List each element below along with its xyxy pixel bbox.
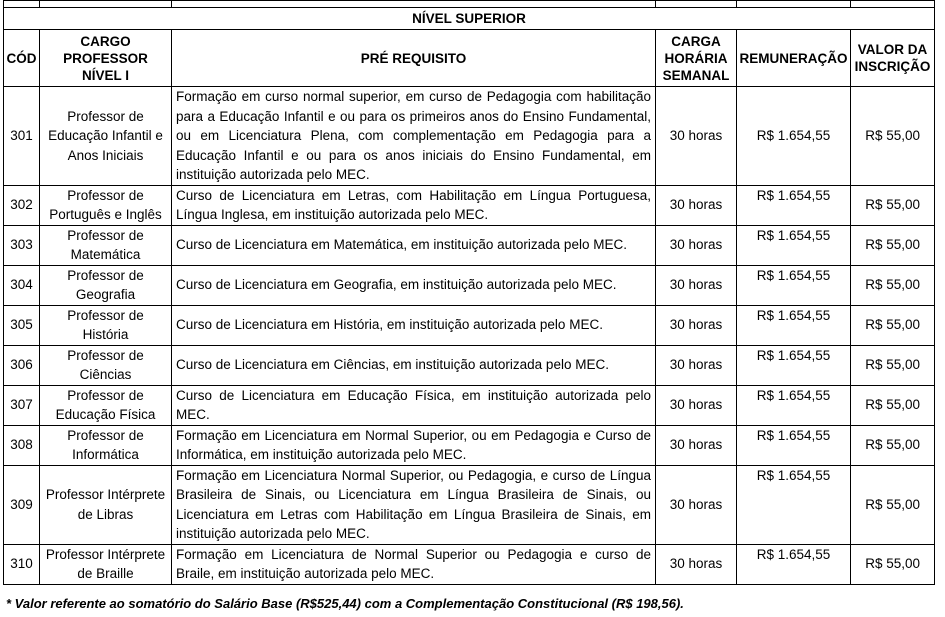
- header-valor-label: VALOR DA INSCRIÇÃO: [854, 42, 931, 74]
- cell-cod: 302: [4, 185, 40, 225]
- cell-cargo: Professor de Matemática: [40, 225, 172, 265]
- cell-requisito: Formação em curso normal superior, em curso de Pedagogia com habilitação para a Educação Infantil e ou para os primeiros anos do Ensino Fundamental, ou em Licenciatura Plena, com complementação em Pedagogia para a Educação Infantil e ou para os anos iniciais do Ensino Fundamental, em instituição autorizada pelo MEC.: [172, 87, 656, 186]
- cell-requisito: Curso de Licenciatura em Letras, com Habilitação em Língua Portuguesa, Língua Inglesa, em instituição autorizada pelo MEC.: [172, 185, 656, 225]
- cell-cod: 308: [4, 425, 40, 465]
- cell-cargo: Professor Intérprete de Braille: [40, 544, 172, 584]
- cell-requisito: Formação em Licenciatura em Normal Superior, ou em Pedagogia e Curso de Informática, em instituição autorizada pelo MEC.: [172, 425, 656, 465]
- cell-requisito: Curso de Licenciatura em Matemática, em instituição autorizada pelo MEC.: [172, 225, 656, 265]
- cell-cargo: Professor de Ciências: [40, 345, 172, 385]
- vacancy-table-container: [3, 0, 934, 585]
- cell-cod: 303: [4, 225, 40, 265]
- table-row: [4, 465, 935, 544]
- cell-cod: 306: [4, 345, 40, 385]
- cell-requisito: Curso de Licenciatura em História, em instituição autorizada pelo MEC.: [172, 305, 656, 345]
- table-row: [4, 305, 935, 345]
- header-cargo-label: CARGO PROFESSOR NÍVEL I: [63, 33, 148, 83]
- header-carga: [656, 30, 737, 87]
- vacancy-table: [3, 0, 935, 585]
- cell-cargo: Professor de Informática: [40, 425, 172, 465]
- table-row: [4, 87, 935, 186]
- cell-valor: R$ 55,00: [851, 544, 935, 584]
- previous-table-tail: [4, 1, 935, 8]
- cell-remuneracao: R$ 1.654,55: [737, 185, 851, 225]
- cell-remuneracao: R$ 1.654,55: [737, 265, 851, 305]
- header-cod: CÓD: [4, 30, 40, 87]
- table-row: [4, 225, 935, 265]
- cell-remuneracao: R$ 1.654,55: [737, 87, 851, 186]
- cell-cod: 307: [4, 385, 40, 425]
- cell-remuneracao: R$ 1.654,55: [737, 345, 851, 385]
- cell-cod: 304: [4, 265, 40, 305]
- cell-cargo: Professor de Geografia: [40, 265, 172, 305]
- cell-valor: R$ 55,00: [851, 385, 935, 425]
- header-cargo: [40, 30, 172, 87]
- cell-remuneracao: R$ 1.654,55: [737, 225, 851, 265]
- cell-cargo: Professor de História: [40, 305, 172, 345]
- section-row: [4, 8, 935, 30]
- cell-requisito: Formação em Licenciatura de Normal Superior ou Pedagogia e curso de Braile, em instituição autorizada pelo MEC.: [172, 544, 656, 584]
- table-row: [4, 265, 935, 305]
- cell-cargo: Professor de Português e Inglês: [40, 185, 172, 225]
- cell-carga: 30 horas: [656, 225, 737, 265]
- table-row: [4, 385, 935, 425]
- cell-carga: 30 horas: [656, 185, 737, 225]
- cell-cargo: Professor Intérprete de Libras: [40, 465, 172, 544]
- cell-remuneracao: R$ 1.654,55: [737, 385, 851, 425]
- cell-cargo: Professor de Educação Física: [40, 385, 172, 425]
- cell-requisito: Curso de Licenciatura em Educação Física, em instituição autorizada pelo MEC.: [172, 385, 656, 425]
- header-row: [4, 30, 935, 87]
- table-row: [4, 345, 935, 385]
- cell-valor: R$ 55,00: [851, 185, 935, 225]
- cell-remuneracao: R$ 1.654,55: [737, 544, 851, 584]
- header-requisito: PRÉ REQUISITO: [172, 30, 656, 87]
- cell-carga: 30 horas: [656, 345, 737, 385]
- section-title: NÍVEL SUPERIOR: [4, 8, 935, 30]
- cell-cod: 301: [4, 87, 40, 186]
- cell-valor: R$ 55,00: [851, 465, 935, 544]
- cell-requisito: Curso de Licenciatura em Ciências, em instituição autorizada pelo MEC.: [172, 345, 656, 385]
- cell-carga: 30 horas: [656, 425, 737, 465]
- cell-carga: 30 horas: [656, 87, 737, 186]
- table-row: [4, 425, 935, 465]
- cell-carga: 30 horas: [656, 544, 737, 584]
- cell-remuneracao: R$ 1.654,55: [737, 305, 851, 345]
- cell-carga: 30 horas: [656, 265, 737, 305]
- cell-cod: 305: [4, 305, 40, 345]
- table-row: [4, 185, 935, 225]
- header-remuneracao: REMUNERAÇÃO: [737, 30, 851, 87]
- cell-requisito: Formação em Licenciatura Normal Superior, ou Pedagogia, e curso de Língua Brasileira de Sinais, ou Licenciatura em Língua Brasileira de Sinais, ou Licenciatura em Letras com Habilitação em Língua Brasileira de Sinais, em instituição autorizada pelo MEC.: [172, 465, 656, 544]
- header-valor: [851, 30, 935, 87]
- table-row: [4, 544, 935, 584]
- cell-carga: 30 horas: [656, 465, 737, 544]
- cell-valor: R$ 55,00: [851, 425, 935, 465]
- cell-carga: 30 horas: [656, 385, 737, 425]
- cell-remuneracao: R$ 1.654,55: [737, 465, 851, 544]
- cell-valor: R$ 55,00: [851, 225, 935, 265]
- cell-valor: R$ 55,00: [851, 265, 935, 305]
- cell-cod: 310: [4, 544, 40, 584]
- cell-cargo: Professor de Educação Infantil e Anos Iniciais: [40, 87, 172, 186]
- footnote: * Valor referente ao somatório do Salário Base (R$525,44) com a Complementação Constitucional (R$ 198,56).: [6, 596, 684, 611]
- cell-carga: 30 horas: [656, 305, 737, 345]
- cell-valor: R$ 55,00: [851, 345, 935, 385]
- cell-remuneracao: R$ 1.654,55: [737, 425, 851, 465]
- header-carga-label: CARGA HORÁRIA SEMANAL: [662, 33, 730, 83]
- cell-cod: 309: [4, 465, 40, 544]
- cell-valor: R$ 55,00: [851, 305, 935, 345]
- cell-valor: R$ 55,00: [851, 87, 935, 186]
- cell-requisito: Curso de Licenciatura em Geografia, em instituição autorizada pelo MEC.: [172, 265, 656, 305]
